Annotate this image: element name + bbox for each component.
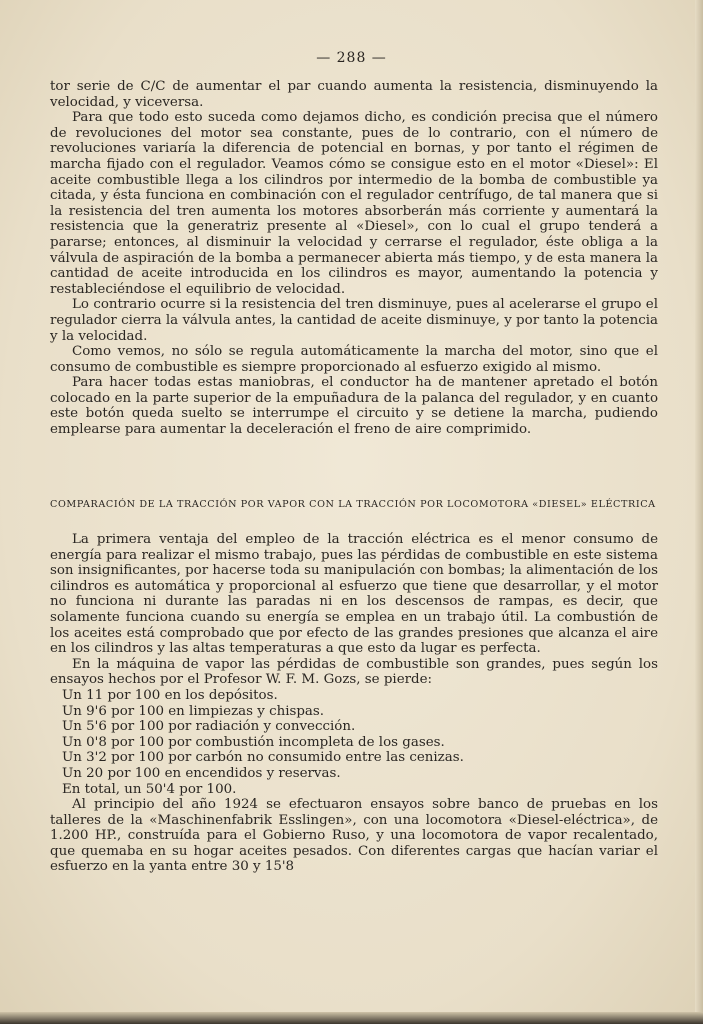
list-item: En total, un 50'4 por 100. xyxy=(62,781,237,797)
list-item: Un 3'2 por 100 por carbón no consumido entre las cenizas. xyxy=(62,750,464,766)
paragraph: Lo contrario ocurre si la resistencia del tren disminuye, pues al acelerarse el grupo el regulador cierra la válvula antes, la cantidad de aceite disminuye, y por tanto la potencia y la velocidad. xyxy=(50,297,658,344)
paragraph: tor serie de C/C de aumentar el par cuando aumenta la resistencia, disminuyendo la velocidad, y viceversa. xyxy=(50,79,658,110)
page-number: — 288 — xyxy=(316,50,387,66)
list-item: Un 0'8 por 100 por combustión incompleta de los gases. xyxy=(62,734,445,750)
section-heading: COMPARACIÓN DE LA TRACCIÓN POR VAPOR CON LA TRACCIÓN POR LOCOMOTORA «DIESEL» ELÉCTRICA xyxy=(50,499,656,510)
losses-list xyxy=(50,688,658,797)
paragraph: Para que todo esto suceda como dejamos dicho, es condición precisa que el número de revoluciones del motor sea constante, pues de lo contrario, con el número de revoluciones variaría la diferencia de potencial en bornas, y por tanto el régimen de marcha fijado con el regulador. Veamos cómo se consigue esto en el motor «Diesel»: El aceite combustible llega a los cilindros por intermedio de la bomba de combustible ya citada, y ésta funciona en combinación con el regulador centrífugo, de tal manera que si la resistencia del tren aumenta los motores absorberán más corriente y aumentará la resistencia que la generatriz presente al «Diesel», con lo cual el grupo tenderá a pararse; entonces, al disminuir la velocidad y cerrarse el regulador, éste obliga a la válvula de aspiración de la bomba a permanecer abierta más tiempo, y de esta manera la cantidad de aceite introducida en los cilindros es mayor, aumentando la potencia y restableciéndose el equilibrio de velocidad. xyxy=(50,110,658,297)
list-item: Un 11 por 100 en los depósitos. xyxy=(62,687,278,703)
paragraph: Como vemos, no sólo se regula automáticamente la marcha del motor, sino que el consumo de combustible es siempre proporcionado al esfuerzo exigido al mismo. xyxy=(50,344,658,375)
page-edge xyxy=(695,0,703,1024)
body-text-top xyxy=(50,79,658,438)
paragraph: En la máquina de vapor las pérdidas de combustible son grandes, pues según los ensayos hechos por el Profesor W. F. M. Gozs, se pierde: xyxy=(50,656,658,688)
paragraph: Al principio del año 1924 se efectuaron ensayos sobre banco de pruebas en los talleres de la «Maschinenfabrik Esslingen», con una locomotora «Diesel-eléctrica», de 1.200 HP., construída para el Gobierno Ruso, y una locomotora de vapor recalentado, que quemaba en su hogar aceites pesados. Con diferentes cargas que hacían variar el esfuerzo en la yanta entre 30 y 15'8 xyxy=(50,797,658,875)
body-text-section xyxy=(50,532,658,875)
list-item: Un 20 por 100 en encendidos y reservas. xyxy=(62,765,341,781)
list-item: Un 9'6 por 100 en limpiezas y chispas. xyxy=(62,703,325,719)
list-item: Un 5'6 por 100 por radiación y convección. xyxy=(62,719,356,735)
paragraph: Para hacer todas estas maniobras, el conductor ha de mantener apretado el botón colocado en la parte superior de la empuñadura de la palanca del regulador, y en cuanto este botón queda suelto se interrumpe el circuito y se detiene la marcha, pudiendo emplearse para aumentar la deceleración el freno de aire comprimido. xyxy=(50,375,658,438)
paragraph: La primera ventaja del empleo de la tracción eléctrica es el menor consumo de energía para realizar el mismo trabajo, pues las pérdidas de combustible en este sistema son insignificantes, por hacerse toda su manipulación con bombas; la alimentación de los cilindros es automática y proporcional al esfuerzo que tiene que desarrollar, y el motor no funciona ni durante las paradas ni en los descensos de rampas, es decir, que solamente funciona cuando su energía se emplea en un trabajo útil. La combustión de los aceites está comprobado que por efecto de las grandes presiones que alcanza el aire en los cilindros y las altas temperaturas a que esto da lugar es perfecta. xyxy=(50,532,658,657)
page-bottom-shadow xyxy=(0,1012,703,1024)
